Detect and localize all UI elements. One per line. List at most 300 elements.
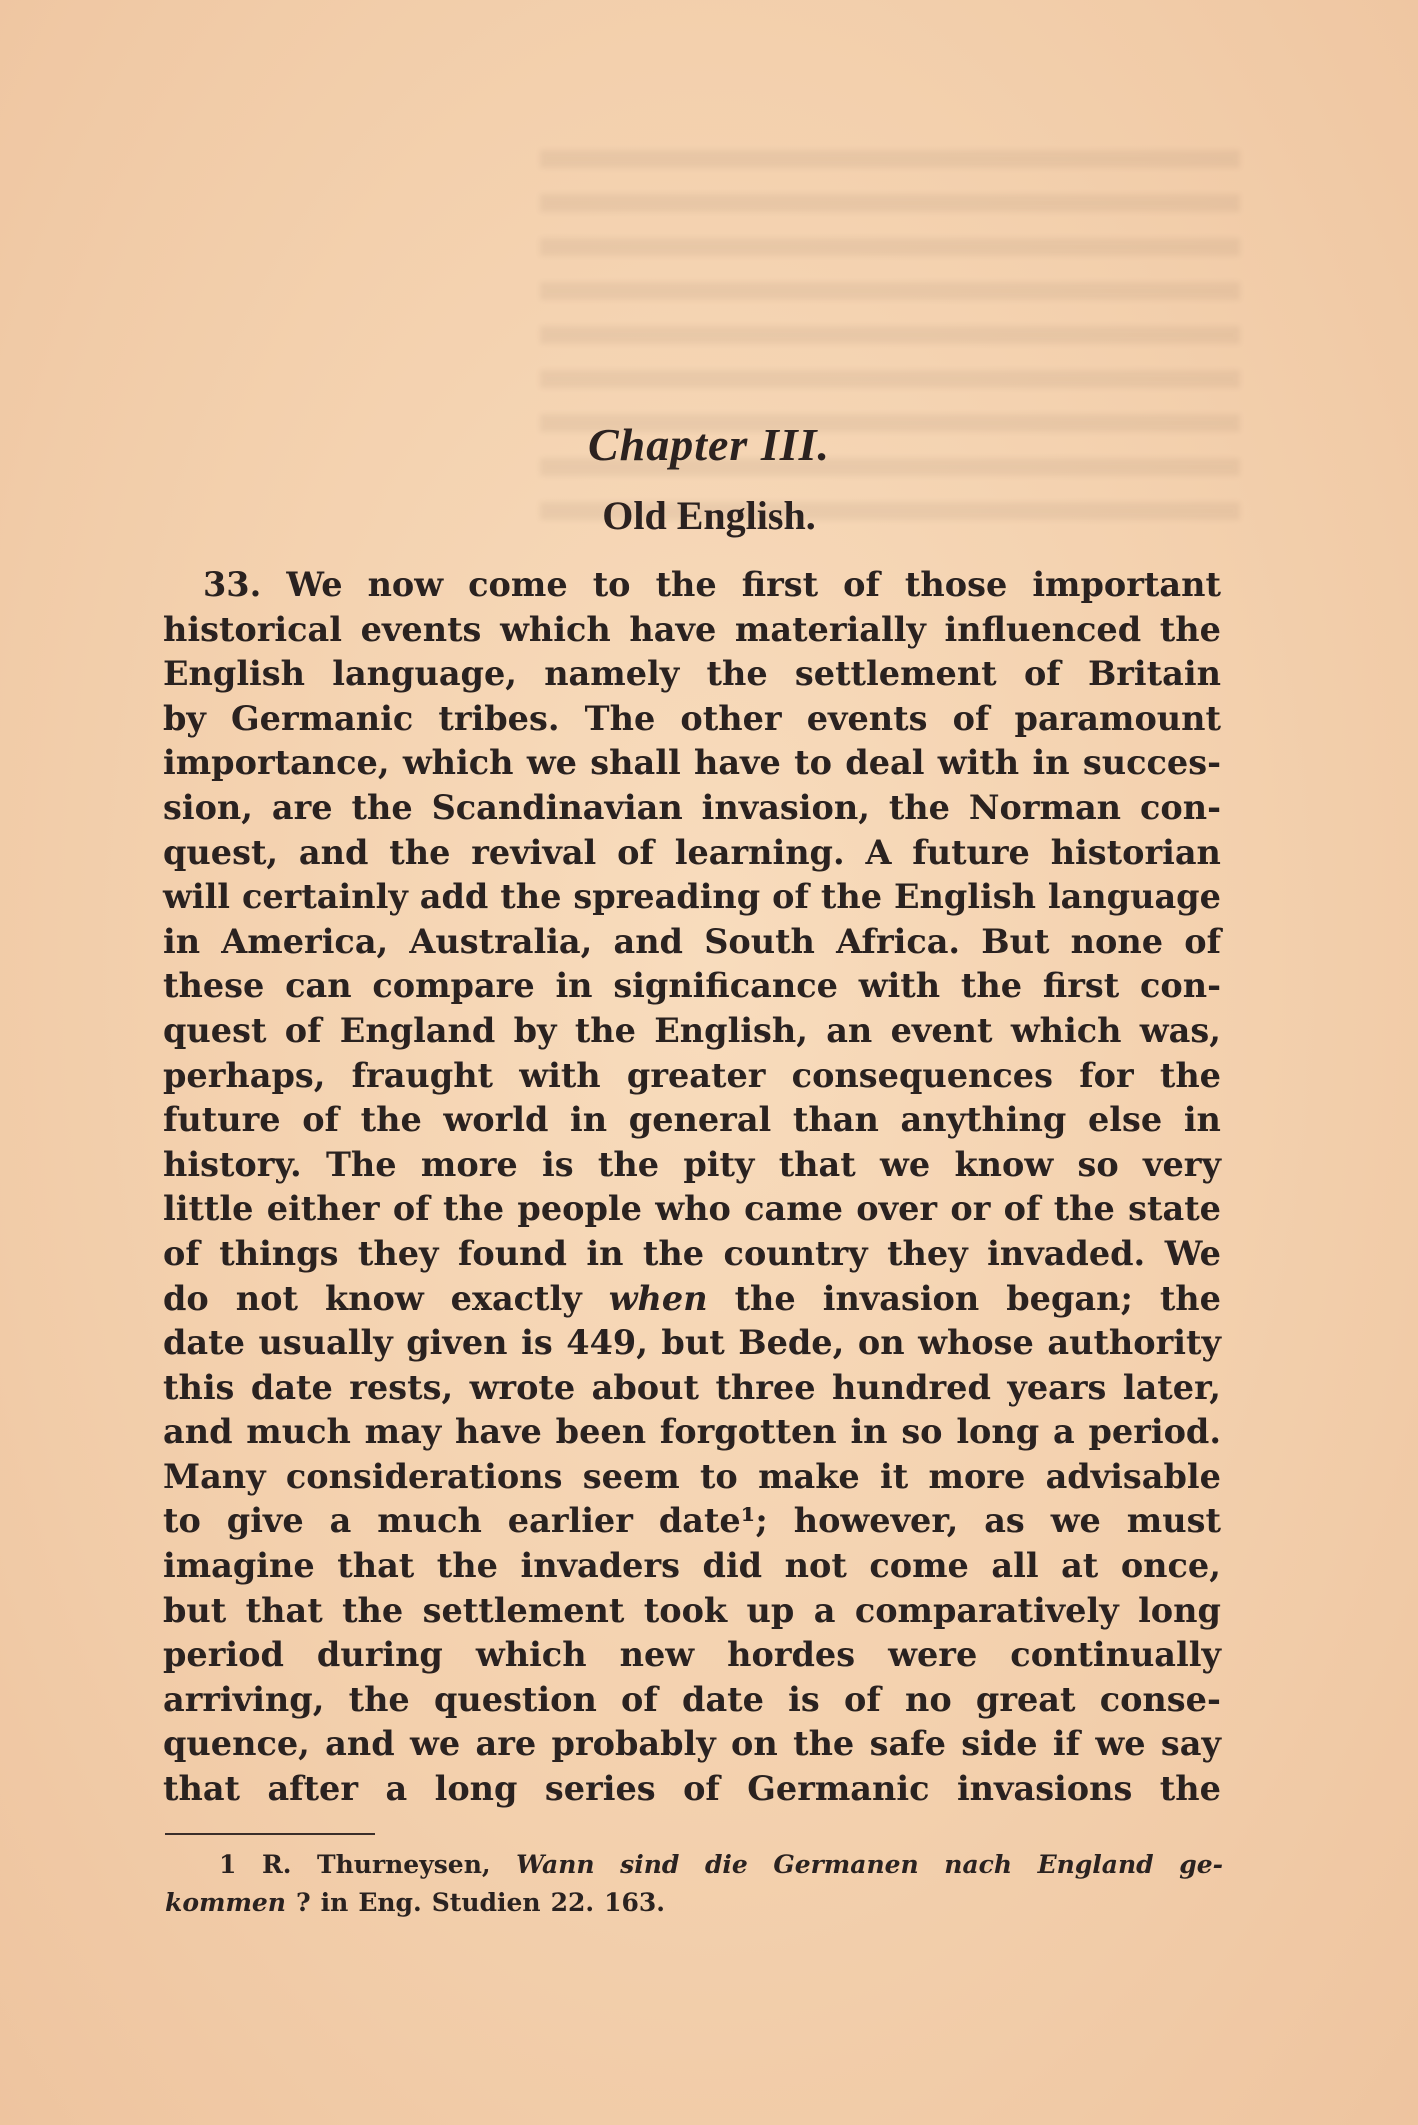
word: give <box>226 1501 304 1541</box>
word: the <box>706 654 768 694</box>
word: first <box>741 565 819 604</box>
word: fraught <box>351 1055 494 1095</box>
word: advisable <box>1045 1456 1221 1496</box>
word: usually <box>258 1323 393 1363</box>
word: given <box>406 1323 508 1363</box>
word: of <box>683 1769 720 1809</box>
word: none <box>1070 921 1164 961</box>
word: die <box>704 1850 748 1879</box>
word: sind <box>620 1850 680 1879</box>
word: wrote <box>469 1367 576 1407</box>
word: we <box>1095 1724 1146 1764</box>
word: to <box>794 743 832 783</box>
word: are <box>271 787 333 827</box>
word: general <box>628 1100 772 1140</box>
text-line <box>165 1884 1223 1922</box>
word: Studien <box>431 1888 541 1917</box>
word: the <box>574 1010 636 1050</box>
word: deal <box>845 743 925 783</box>
text-line <box>163 1722 1221 1767</box>
footnote <box>165 1846 1223 1922</box>
word: anything <box>900 1100 1067 1140</box>
text-line <box>163 608 1221 653</box>
word: in <box>1183 1100 1221 1140</box>
word: the <box>793 1724 855 1764</box>
word: if <box>1052 1724 1081 1764</box>
word: of <box>392 1189 430 1229</box>
word: state <box>1128 1189 1221 1229</box>
word: we <box>410 1724 461 1764</box>
word: considerations <box>285 1456 563 1496</box>
word: of <box>284 1010 322 1050</box>
word: now <box>367 565 444 604</box>
word: we <box>526 743 577 783</box>
word: however, <box>793 1501 959 1541</box>
text-line <box>163 1277 1221 1322</box>
word: arriving, <box>163 1679 325 1719</box>
word: first <box>1042 966 1120 1006</box>
word: the <box>348 1679 410 1719</box>
word: and <box>325 1724 395 1764</box>
word: whose <box>918 1323 1034 1363</box>
footnote-rule <box>165 1833 375 1835</box>
word: who <box>655 1189 731 1229</box>
word: Britain <box>1087 654 1221 694</box>
text-line <box>163 1633 1221 1678</box>
word: We <box>286 565 343 604</box>
word: continually <box>1010 1635 1221 1675</box>
word: con- <box>1139 787 1221 827</box>
word: imagine <box>163 1546 315 1586</box>
word: is <box>541 1144 574 1184</box>
word: important <box>1032 565 1221 604</box>
word: which <box>1010 1010 1122 1050</box>
word: 163. <box>604 1888 665 1917</box>
word: nach <box>944 1850 1013 1879</box>
word: may <box>364 1412 442 1452</box>
word: we <box>1050 1501 1101 1541</box>
word: the <box>500 877 562 917</box>
word: England <box>339 1010 496 1050</box>
word: rests, <box>349 1367 454 1407</box>
word: sion, <box>163 787 253 827</box>
word: with <box>937 743 1020 783</box>
word: Africa. <box>836 921 961 961</box>
word: of <box>302 1100 339 1140</box>
text-line <box>163 1054 1221 1099</box>
word: exactly <box>450 1278 582 1318</box>
word: during <box>316 1635 443 1675</box>
word: R. <box>261 1850 292 1879</box>
word: the <box>389 832 451 872</box>
word: much <box>377 1501 482 1541</box>
word: invasions <box>956 1769 1133 1809</box>
word: revival <box>471 832 597 872</box>
word: 33. <box>203 565 262 604</box>
word: have <box>629 609 717 649</box>
word: spreading <box>573 877 761 917</box>
word: the <box>1159 1055 1221 1095</box>
word: of <box>952 698 990 738</box>
word: in <box>1032 743 1070 783</box>
word: probably <box>551 1724 716 1764</box>
word: period <box>163 1635 284 1675</box>
word: Bede, <box>738 1323 845 1363</box>
word: language, <box>332 654 517 694</box>
word: did <box>702 1546 763 1586</box>
word: that <box>337 1546 415 1586</box>
word: influenced <box>944 609 1142 649</box>
word: the <box>1159 1769 1221 1809</box>
word: by <box>513 1010 557 1050</box>
word: all <box>991 1546 1039 1586</box>
word: to <box>592 565 631 604</box>
word: but <box>661 1323 725 1363</box>
word: the <box>655 565 717 604</box>
word: event <box>890 1010 993 1050</box>
text-line <box>163 1544 1221 1589</box>
word: and <box>163 1412 233 1452</box>
word: that <box>245 1590 323 1630</box>
word: in <box>320 1888 349 1917</box>
word: is <box>521 1323 553 1363</box>
word: great <box>975 1679 1076 1719</box>
word: on <box>731 1724 778 1764</box>
word: Eng. <box>358 1888 422 1917</box>
word: the <box>1159 1278 1221 1318</box>
word: that <box>778 1144 856 1184</box>
word: so <box>1077 1144 1119 1184</box>
text-line <box>163 875 1221 920</box>
word: The <box>584 698 656 738</box>
word: took <box>643 1590 728 1630</box>
word: is <box>788 1679 820 1719</box>
word: succes- <box>1082 743 1221 783</box>
word: of <box>617 832 654 872</box>
word: pity <box>683 1144 755 1184</box>
word: very <box>1143 1144 1221 1184</box>
word: in <box>850 1412 888 1452</box>
word: to <box>699 1456 738 1496</box>
word: period. <box>1088 1412 1221 1452</box>
word: which <box>402 743 514 783</box>
word: of <box>1003 1189 1041 1229</box>
word: Norman <box>968 787 1122 827</box>
word: earlier <box>507 1501 633 1541</box>
word: at <box>1061 1546 1099 1586</box>
text-line <box>165 1846 1223 1884</box>
word: by <box>163 698 206 738</box>
text-line <box>163 1187 1221 1232</box>
word: up <box>746 1590 795 1630</box>
word: hordes <box>727 1635 856 1675</box>
text-line <box>163 1410 1221 1455</box>
word: to <box>163 1501 201 1541</box>
word: date <box>250 1367 333 1407</box>
word: more <box>928 1456 1026 1496</box>
word: certainly <box>241 877 408 917</box>
word: the <box>734 1278 796 1318</box>
word: long <box>956 1412 1040 1452</box>
word: a <box>385 1769 408 1809</box>
word: 449, <box>566 1323 648 1363</box>
word: events <box>806 698 928 738</box>
word: Germanic <box>231 698 414 738</box>
word: future <box>163 1100 281 1140</box>
word: not <box>235 1278 298 1318</box>
word: an <box>826 1010 873 1050</box>
word: they <box>357 1233 439 1273</box>
text-line <box>163 1499 1221 1544</box>
word: no <box>904 1679 952 1719</box>
word: historical <box>163 609 342 649</box>
word: people <box>517 1189 642 1229</box>
word: this <box>163 1367 235 1407</box>
word: began; <box>1006 1278 1133 1318</box>
word: ? <box>295 1888 311 1917</box>
word: long <box>1138 1590 1221 1630</box>
word: the <box>820 877 883 917</box>
word: they <box>887 1233 968 1273</box>
word: the <box>960 966 1023 1006</box>
text-line <box>163 652 1221 697</box>
word: new <box>619 1635 695 1675</box>
word: the <box>888 787 950 827</box>
word: over <box>856 1189 938 1229</box>
word: consequences <box>791 1055 1053 1095</box>
word: the <box>351 787 413 827</box>
word: series <box>544 1769 656 1809</box>
word: make <box>758 1456 860 1496</box>
word: The <box>326 1144 397 1184</box>
word: greater <box>626 1055 766 1095</box>
word: after <box>267 1769 359 1809</box>
word: invasion, <box>701 787 870 827</box>
word: for <box>1079 1055 1134 1095</box>
word: materially <box>734 609 926 649</box>
word: of <box>163 1233 200 1273</box>
word: we <box>880 1144 931 1184</box>
word: quest, <box>163 832 279 872</box>
word: other <box>680 698 782 738</box>
word: say <box>1160 1724 1221 1764</box>
word: add <box>419 877 489 917</box>
word: come <box>869 1546 969 1586</box>
word: in <box>555 966 593 1006</box>
word: not <box>784 1546 847 1586</box>
word: in <box>570 1100 608 1140</box>
word: safe <box>869 1724 946 1764</box>
word: quest <box>163 1010 267 1050</box>
text-line <box>163 1589 1221 1634</box>
word: found <box>457 1233 567 1273</box>
word: once, <box>1120 1546 1221 1586</box>
word: settlement <box>422 1590 625 1630</box>
word: tribes. <box>438 698 560 738</box>
word: else <box>1087 1100 1163 1140</box>
word: Many <box>163 1456 266 1496</box>
word: England <box>1037 1850 1154 1879</box>
word: quence, <box>163 1724 310 1764</box>
word: country <box>723 1233 868 1273</box>
word: with <box>858 966 941 1006</box>
word: it <box>880 1456 909 1496</box>
word: of <box>1184 921 1221 961</box>
word: with <box>519 1055 601 1095</box>
text-line <box>163 1678 1221 1723</box>
word: about <box>591 1367 699 1407</box>
word: invasion <box>822 1278 980 1318</box>
word: in <box>163 921 201 961</box>
word: 22. <box>550 1888 595 1917</box>
word: much <box>246 1412 351 1452</box>
word: more <box>420 1144 518 1184</box>
word: English, <box>654 1010 808 1050</box>
word: English <box>163 654 305 694</box>
word: future <box>912 832 1030 872</box>
word: significance <box>613 966 838 1006</box>
word: Australia, <box>409 921 593 961</box>
text-line <box>163 1009 1221 1054</box>
word: compare <box>372 966 535 1006</box>
word: A <box>865 832 892 872</box>
word: date <box>682 1679 764 1719</box>
word: importance, <box>163 743 390 783</box>
word: which <box>500 609 611 649</box>
word: shall <box>590 743 681 783</box>
text-line <box>163 1321 1221 1366</box>
word: comparatively <box>854 1590 1119 1630</box>
word: are <box>475 1724 537 1764</box>
word: know <box>324 1278 424 1318</box>
text-line <box>163 786 1221 831</box>
word: We <box>1164 1233 1221 1273</box>
word: must <box>1126 1501 1221 1541</box>
word: things <box>219 1233 339 1273</box>
word: have <box>455 1412 542 1452</box>
word: the <box>1159 609 1221 649</box>
text-line <box>163 831 1221 876</box>
chapter-title: Chapter III. <box>587 419 831 470</box>
word: Wann <box>516 1850 595 1879</box>
word: authority <box>1047 1323 1221 1363</box>
word: that <box>163 1769 241 1809</box>
paragraph-33 <box>163 563 1221 1812</box>
word: 1 <box>219 1850 237 1879</box>
word: learning. <box>674 832 845 872</box>
word: Scandinavian <box>431 787 683 827</box>
word: forgotten <box>659 1412 837 1452</box>
word: and <box>613 921 683 961</box>
word: know <box>954 1144 1054 1184</box>
word: history. <box>163 1144 302 1184</box>
word: do <box>163 1278 209 1318</box>
word: these <box>163 966 265 1006</box>
word: have <box>693 743 781 783</box>
word: invaded. <box>987 1233 1146 1273</box>
word: on <box>857 1323 905 1363</box>
word: little <box>163 1189 254 1229</box>
word: South <box>704 921 815 961</box>
word: long <box>434 1769 518 1809</box>
word: the <box>597 1144 660 1184</box>
word: of <box>843 565 880 604</box>
text-line <box>163 741 1221 786</box>
word: language <box>1047 877 1221 917</box>
word: con- <box>1139 966 1221 1006</box>
word: as <box>984 1501 1025 1541</box>
word: than <box>792 1100 879 1140</box>
text-line <box>163 1767 1221 1812</box>
word: of <box>621 1679 658 1719</box>
word: hundred <box>832 1367 991 1407</box>
word: Germanic <box>747 1769 930 1809</box>
word: kommen <box>165 1888 286 1917</box>
text-line <box>163 697 1221 742</box>
word: in <box>586 1233 624 1273</box>
word: was, <box>1139 1010 1221 1050</box>
word: three <box>715 1367 816 1407</box>
word: when <box>608 1278 708 1318</box>
word: seem <box>582 1456 680 1496</box>
word: events <box>360 609 482 649</box>
word: or <box>950 1189 991 1229</box>
word: Thurneysen, <box>316 1850 491 1879</box>
word: later, <box>1122 1367 1221 1407</box>
word: English <box>893 877 1036 917</box>
word: been <box>555 1412 647 1452</box>
word: invaders <box>520 1546 680 1586</box>
word: those <box>904 565 1008 604</box>
text-line <box>163 563 1221 608</box>
word: side <box>961 1724 1038 1764</box>
word: paramount <box>1014 698 1221 738</box>
word: come <box>468 565 568 604</box>
word: a <box>329 1501 352 1541</box>
word: can <box>285 966 352 1006</box>
word: of <box>772 877 809 917</box>
word: namely <box>544 654 680 694</box>
word: the <box>442 1189 505 1229</box>
word: settlement <box>794 654 997 694</box>
word: of <box>1023 654 1061 694</box>
word: But <box>981 921 1050 961</box>
text-line <box>163 1455 1221 1500</box>
word: question <box>433 1679 597 1719</box>
word: historian <box>1050 832 1221 872</box>
word: date¹; <box>658 1501 768 1541</box>
word: the <box>360 1100 422 1140</box>
text-line <box>163 1098 1221 1143</box>
word: years <box>1007 1367 1107 1407</box>
word: will <box>163 877 231 917</box>
word: a <box>1052 1412 1075 1452</box>
word: date <box>163 1323 245 1363</box>
word: came <box>744 1189 843 1229</box>
word: world <box>443 1100 549 1140</box>
text-line <box>163 1366 1221 1411</box>
word: perhaps, <box>163 1055 326 1095</box>
word: the <box>342 1590 404 1630</box>
word: the <box>1053 1189 1115 1229</box>
word: which <box>475 1635 587 1675</box>
word: the <box>642 1233 705 1273</box>
word: and <box>298 832 369 872</box>
text-line <box>163 1232 1221 1277</box>
word: a <box>813 1590 836 1630</box>
word: either <box>266 1189 380 1229</box>
word: ge- <box>1179 1850 1223 1879</box>
